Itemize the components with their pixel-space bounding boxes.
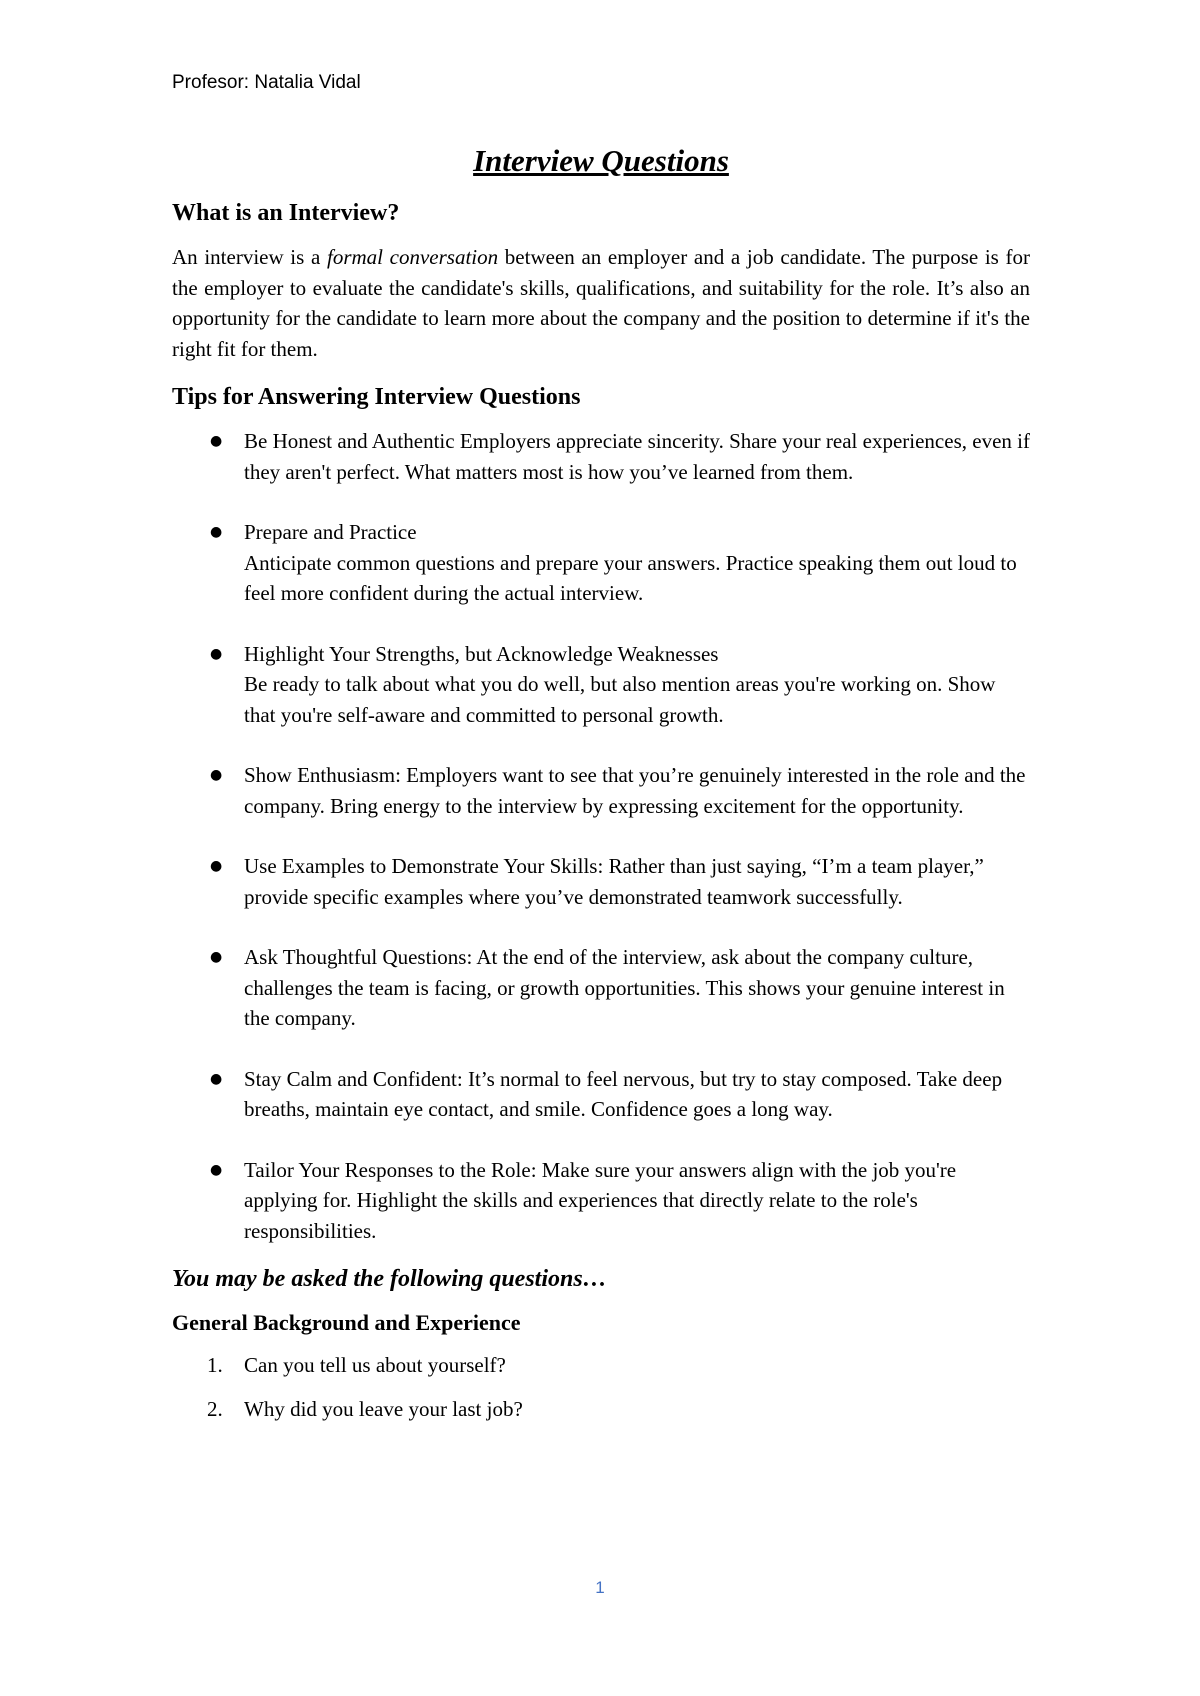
tip-item	[172, 1064, 1030, 1125]
question-item	[172, 1350, 1030, 1380]
tips-heading: Tips for Answering Interview Questions	[172, 384, 581, 410]
tip-item	[172, 517, 1030, 609]
bullet-icon: ●	[210, 1070, 223, 1087]
bullet-icon: ●	[210, 645, 223, 662]
intro-text-emphasis: formal conversation	[326, 245, 499, 269]
question-text: Why did you leave your last job?	[244, 1397, 523, 1421]
tip-item	[172, 1155, 1030, 1247]
question-item	[172, 1394, 1030, 1424]
tip-item	[172, 760, 1030, 821]
bullet-icon: ●	[210, 949, 223, 965]
page-title: Interview Questions	[473, 143, 729, 178]
page-number: 1	[595, 1578, 605, 1597]
questions-section-title: General Background and Experience	[172, 1310, 521, 1335]
intro-heading: What is an Interview?	[172, 200, 400, 226]
tip-item	[172, 639, 1030, 731]
bullet-icon: ●	[210, 524, 223, 540]
tip-item	[172, 942, 1030, 1034]
tip-title: Tailor Your Responses to the Role: Make sure your answers align with the job you're applying for. Highlight the skills and experiences that directly relate to the role's responsibilities.	[244, 1157, 957, 1243]
tip-title: Stay Calm and Confident: It’s normal to feel nervous, but try to stay composed. Take deep breaths, maintain eye contact, and smile. Confidence goes a long way.	[244, 1066, 1003, 1121]
tip-title: Ask Thoughtful Questions: At the end of the interview, ask about the company culture, challenges the team is facing, or growth opportunities. This shows your genuine interest in the company.	[244, 945, 1005, 1030]
tip-title: Prepare and Practice	[244, 520, 417, 544]
question-number: 2.	[207, 1397, 223, 1421]
bullet-icon: ●	[210, 767, 223, 783]
document-body	[172, 142, 1030, 1438]
intro-text-before: An interview is a	[172, 245, 327, 269]
questions-heading: You may be asked the following questions…	[172, 1266, 607, 1292]
bullet-icon: ●	[210, 1161, 223, 1178]
tip-item	[172, 851, 1030, 912]
tip-title: Show Enthusiasm: Employers want to see that you’re genuinely interested in the role and the company. Bring energy to the interview by expressing excitement for the opportunity.	[244, 763, 1026, 818]
tip-item	[172, 426, 1030, 487]
tip-body: Be ready to talk about what you do well, but also mention areas you're working on. Show that you're self-aware and committed to personal growth.	[244, 672, 996, 727]
question-number: 1.	[207, 1353, 223, 1377]
question-text: Can you tell us about yourself?	[244, 1353, 506, 1377]
tips-list	[172, 426, 1030, 1246]
tip-title: Be Honest and Authentic Employers appreciate sincerity. Share your real experiences, even if they aren't perfect. What matters most is how you’ve learned from them.	[244, 429, 1030, 484]
questions-list	[172, 1350, 1030, 1424]
tip-title: Use Examples to Demonstrate Your Skills: Rather than just saying, “I’m a team player,” provide specific examples where you’ve demonstrated teamwork successfully.	[244, 854, 984, 909]
intro-text-after: between an employer and a job candidate. The purpose is for the employer to evaluate the candidate's skills, qualifications, and suitability for the role. It’s also an opportunity for the candidate to learn more about the company and the position to determine if it's the right fit for them.	[172, 245, 1031, 361]
bullet-icon: ●	[210, 858, 223, 874]
tip-title: Highlight Your Strengths, but Acknowledge Weaknesses	[244, 641, 719, 666]
tip-body: Anticipate common questions and prepare your answers. Practice speaking them out loud to feel more confident during the actual interview.	[244, 550, 1017, 605]
intro-paragraph	[172, 242, 1030, 364]
page-header-professor: Profesor: Natalia Vidal	[172, 72, 361, 93]
bullet-icon: ●	[210, 433, 223, 449]
